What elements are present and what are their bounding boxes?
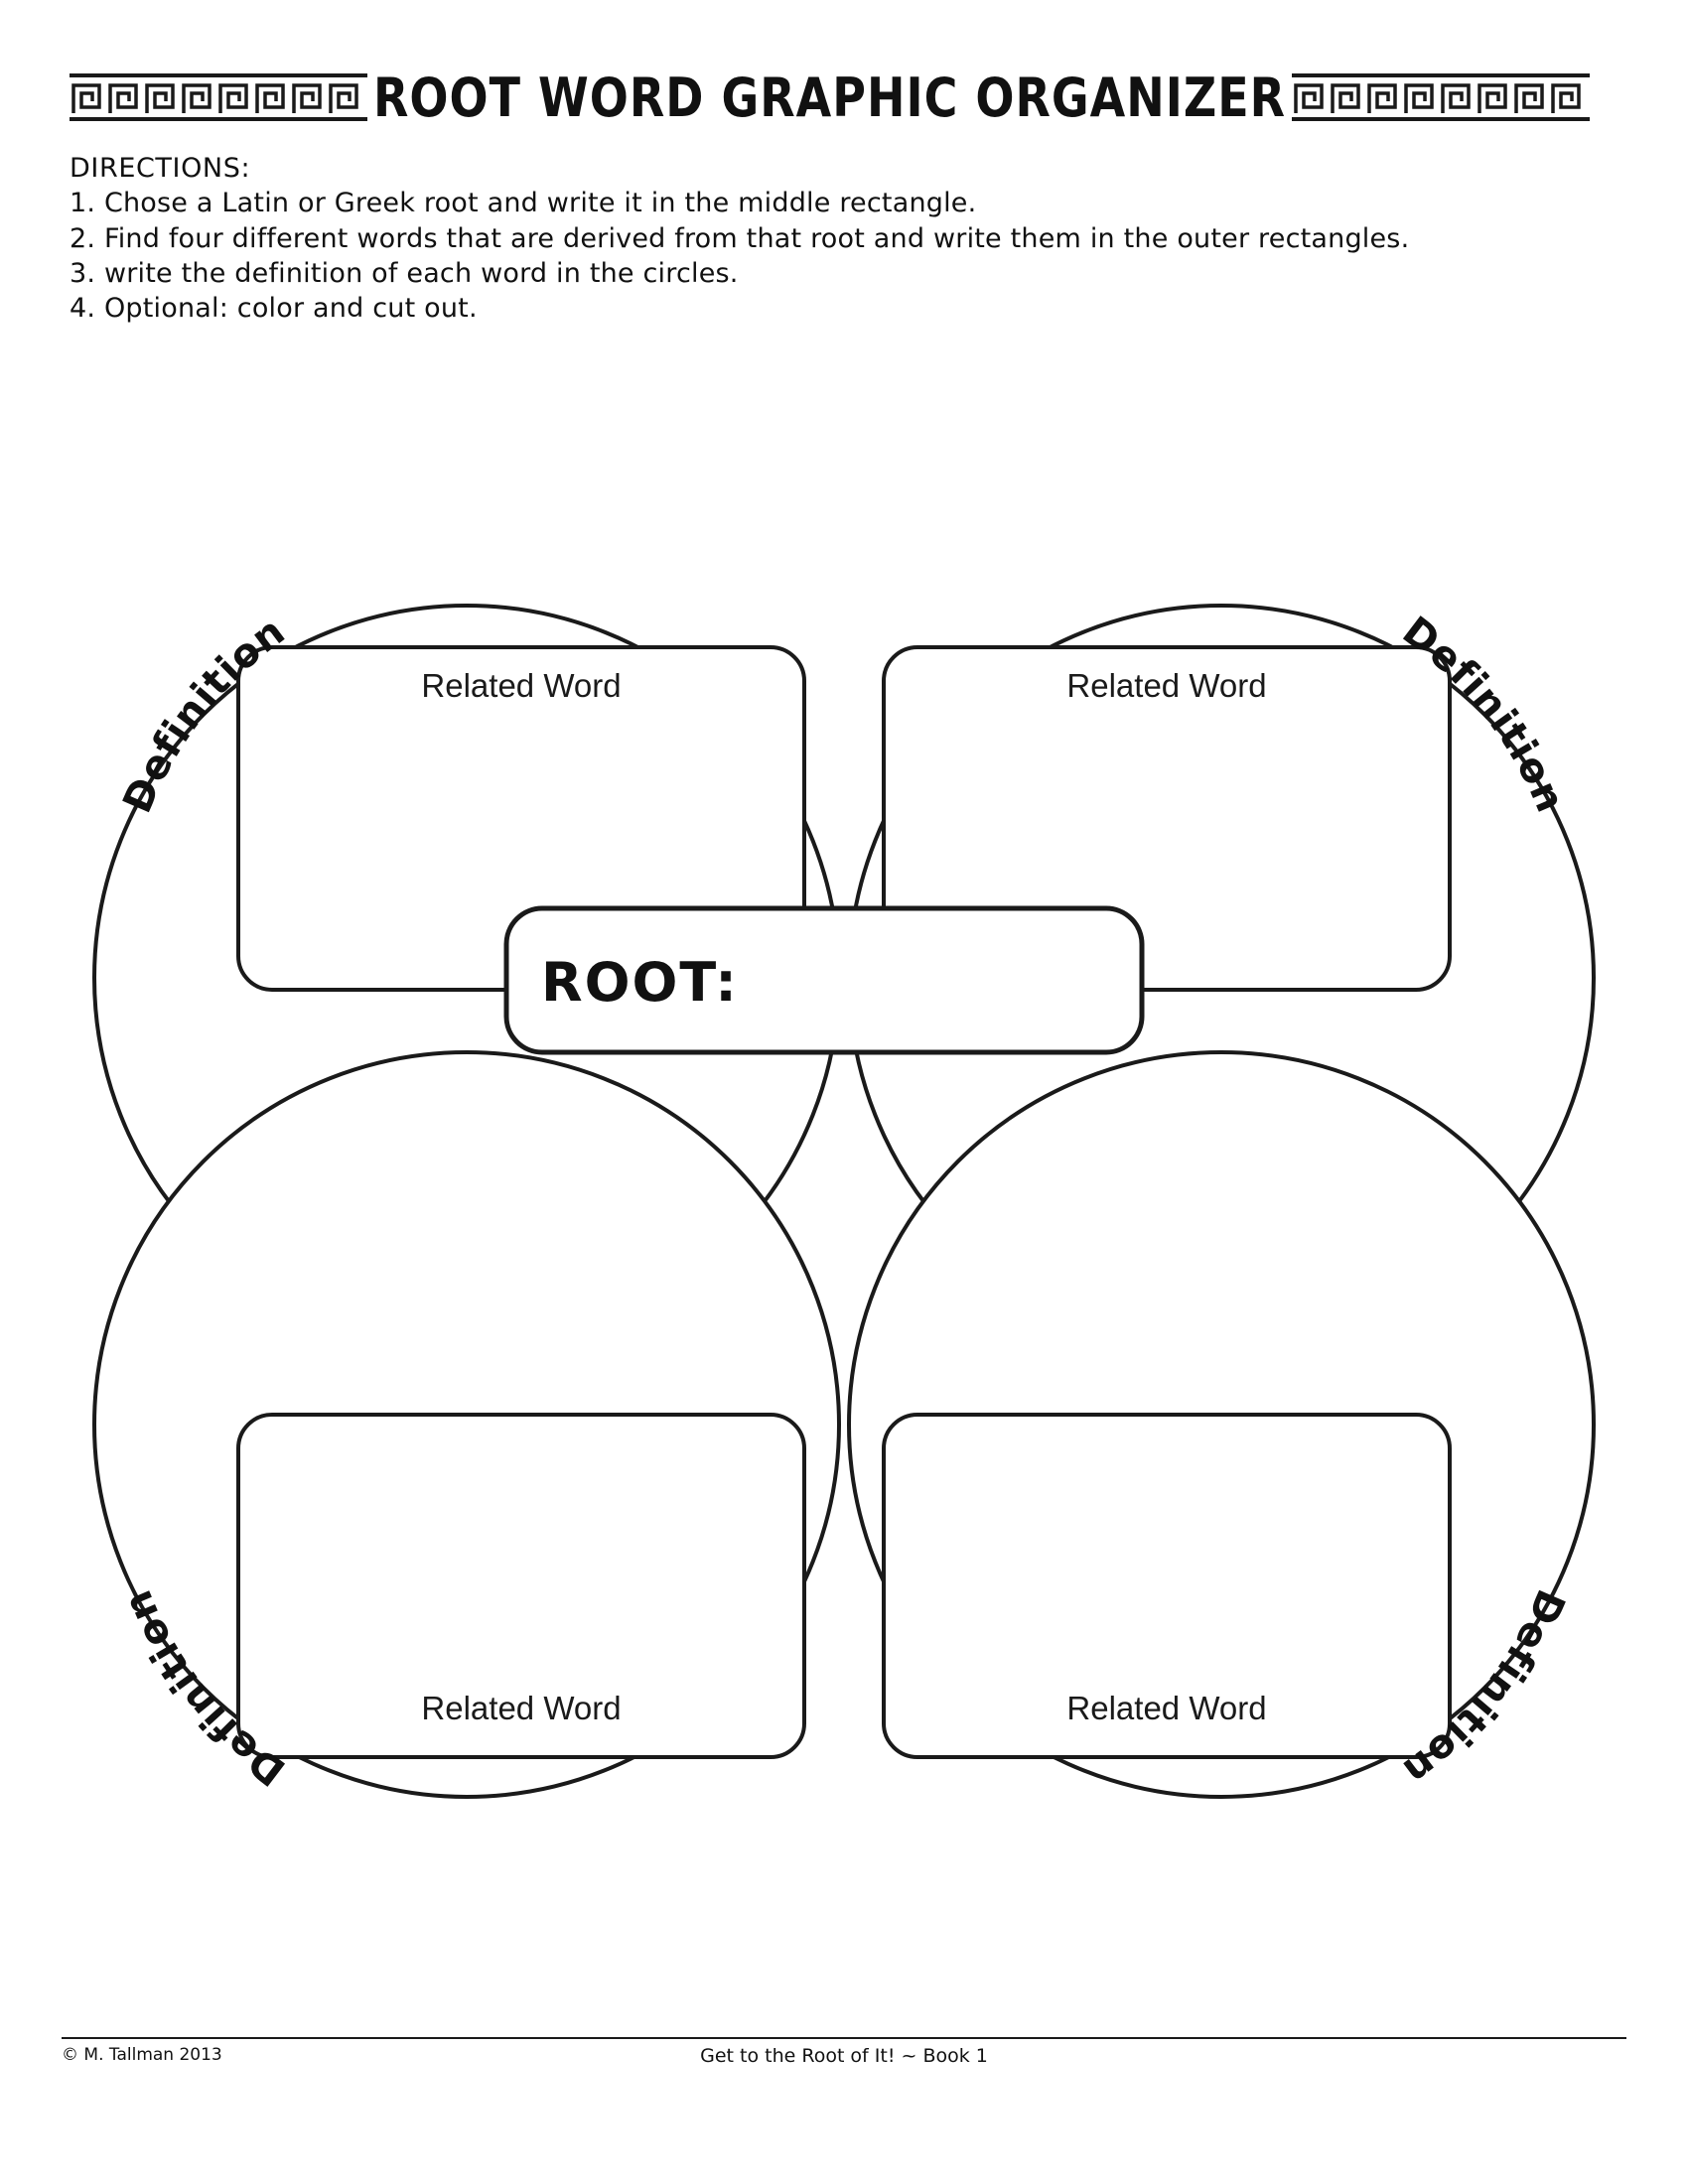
directions-item-3: 3. write the definition of each word in the circles. [70, 258, 739, 290]
footer-divider [62, 2037, 1626, 2039]
directions-heading: DIRECTIONS: [70, 153, 251, 184]
related-word-label-top-left: Related Word [421, 667, 622, 704]
definition-label-top-left: Definition [114, 608, 295, 820]
root-label: ROOT: [541, 951, 739, 1014]
definition-label-bottom-right: Definition [1393, 1582, 1574, 1795]
page-title: ROOT WORD GRAPHIC ORGANIZER [373, 66, 1287, 129]
greek-key-border-left [70, 73, 367, 121]
directions-item-2: 2. Find four different words that are derived from that root and write them in the outer rectangles. [70, 222, 1410, 254]
footer-copyright: © M. Tallman 2013 [62, 2045, 222, 2065]
definition-label-top-right: Definition [1393, 608, 1574, 820]
directions-list [70, 186, 1618, 326]
definition-label-bottom-left: Definition [114, 1582, 295, 1795]
directions-item-1: 1. Chose a Latin or Greek root and write it in the middle rectangle. [70, 188, 977, 219]
directions-block [70, 151, 1618, 327]
greek-key-border-right [1292, 73, 1590, 121]
related-word-label-bottom-left: Related Word [421, 1690, 622, 1726]
directions-item-4: 4. Optional: color and cut out. [70, 293, 478, 325]
graphic-organizer [50, 437, 1638, 1966]
footer-credit: Get to the Root of It! ~ Book 1 [700, 2045, 988, 2067]
page-header [70, 62, 1628, 133]
page-footer [62, 2045, 1626, 2085]
related-word-label-bottom-right: Related Word [1066, 1690, 1267, 1726]
related-word-label-top-right: Related Word [1066, 667, 1267, 704]
